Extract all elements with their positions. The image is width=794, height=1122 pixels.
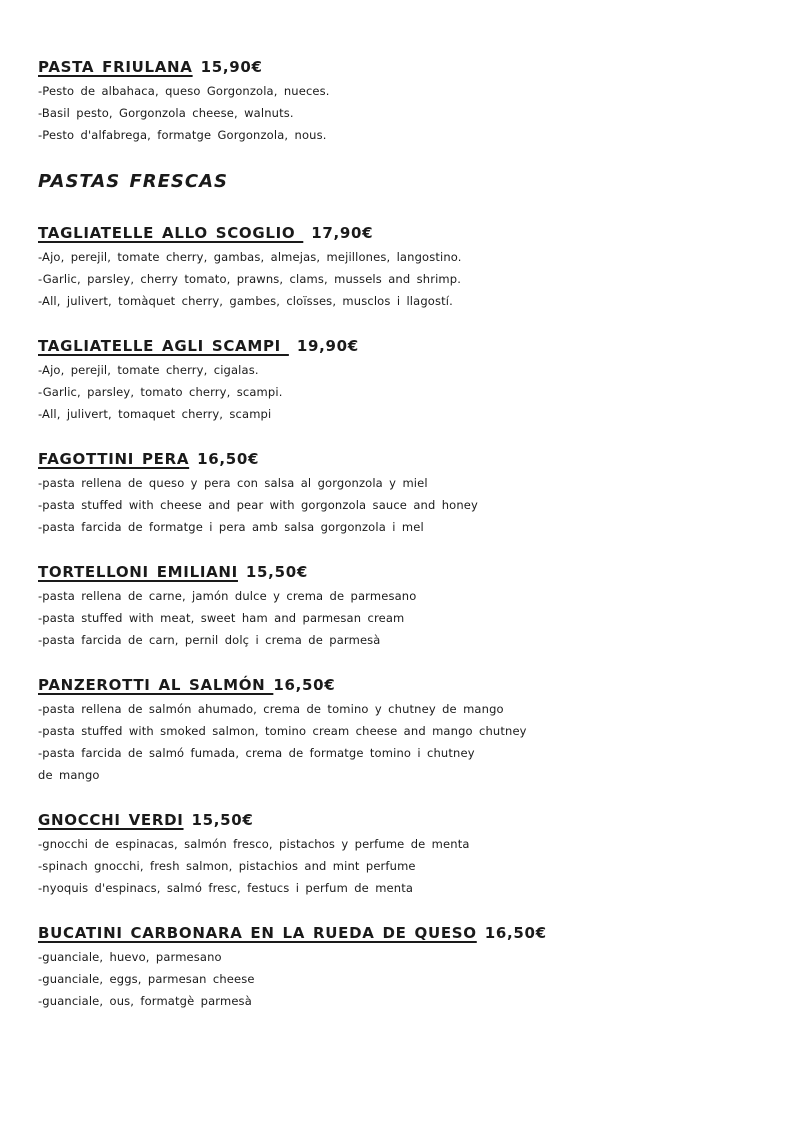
dish-title: [38, 56, 754, 78]
menu-items: [38, 56, 754, 1012]
dish-name-price-gap: [189, 450, 197, 468]
menu-dish: [38, 809, 754, 899]
menu-dish: [38, 922, 754, 1012]
dish-price: 16,50€: [273, 676, 336, 694]
dish-description-line: -pasta rellena de salmón ahumado, crema de tomino y chutney de mango: [38, 702, 504, 716]
dish-price: 16,50€: [484, 924, 547, 942]
menu-dish: [38, 448, 754, 538]
dish-title: [38, 674, 754, 696]
dish-description-line: -spinach gnocchi, fresh salmon, pistachios and mint perfume: [38, 859, 416, 873]
dish-description-line: -All, julivert, tomàquet cherry, gambes, cloïsses, musclos i llagostí.: [38, 294, 453, 308]
dish-description-line: -nyoquis d'espinacs, salmó fresc, festucs i perfum de menta: [38, 881, 414, 895]
dish-name-price-gap: [238, 563, 246, 581]
dish-description-line: -Basil pesto, Gorgonzola cheese, walnuts.: [38, 106, 294, 120]
dish-description-line: -Ajo, perejil, tomate cherry, gambas, almejas, mejillones, langostino.: [38, 250, 462, 264]
menu-dish: [38, 222, 754, 312]
dish-description-line: -Pesto de albahaca, queso Gorgonzola, nueces.: [38, 84, 330, 98]
dish-description-line: -pasta rellena de queso y pera con salsa al gorgonzola y miel: [38, 476, 428, 490]
dish-title: [38, 448, 754, 470]
dish-description-line: -Garlic, parsley, tomato cherry, scampi.: [38, 385, 283, 399]
dish-price: 16,50€: [197, 450, 260, 468]
menu-dish: [38, 56, 754, 146]
dish-description-line: -pasta farcida de formatge i pera amb salsa gorgonzola i mel: [38, 520, 424, 534]
dish-description-line: -guanciale, ous, formatgè parmesà: [38, 994, 252, 1008]
dish-title: [38, 809, 754, 831]
dish-description-line: -pasta farcida de carn, pernil dolç i crema de parmesà: [38, 633, 381, 647]
dish-name-price-gap: [193, 58, 201, 76]
dish-title: [38, 561, 754, 583]
dish-name: TAGLIATELLE ALLO SCOGLIO: [38, 224, 304, 242]
dish-name-price-gap: [289, 337, 297, 355]
menu-section-heading: PASTAS FRESCAS: [38, 171, 228, 192]
dish-name: GNOCCHI VERDI: [38, 811, 184, 829]
dish-name: PANZEROTTI AL SALMÓN: [38, 676, 274, 694]
dish-title: [38, 335, 754, 357]
dish-price: 15,50€: [245, 563, 308, 581]
dish-name-price-gap: [477, 924, 485, 942]
dish-price: 15,90€: [200, 58, 263, 76]
dish-description-line: -guanciale, eggs, parmesan cheese: [38, 972, 255, 986]
dish-name: TAGLIATELLE AGLI SCAMPI: [38, 337, 289, 355]
dish-name: TORTELLONI EMILIANI: [38, 563, 238, 581]
dish-price: 17,90€: [311, 224, 374, 242]
dish-description-line: -gnocchi de espinacas, salmón fresco, pistachos y perfume de menta: [38, 837, 470, 851]
dish-description-line: -pasta rellena de carne, jamón dulce y crema de parmesano: [38, 589, 417, 603]
dish-description-line: -pasta stuffed with meat, sweet ham and parmesan cream: [38, 611, 405, 625]
dish-price: 19,90€: [296, 337, 359, 355]
dish-description-line: -All, julivert, tomaquet cherry, scampi: [38, 407, 272, 421]
dish-description-line: -pasta stuffed with cheese and pear with gorgonzola sauce and honey: [38, 498, 478, 512]
dish-name: PASTA FRIULANA: [38, 58, 193, 76]
dish-description-line: -Garlic, parsley, cherry tomato, prawns, clams, mussels and shrimp.: [38, 272, 462, 286]
dish-title: [38, 222, 754, 244]
menu-dish: [38, 335, 754, 425]
dish-description-line: -Pesto d'alfabrega, formatge Gorgonzola, nous.: [38, 128, 327, 142]
menu-dish: [38, 561, 754, 651]
dish-description-line: -guanciale, huevo, parmesano: [38, 950, 222, 964]
dish-name: FAGOTTINI PERA: [38, 450, 190, 468]
dish-description-line: -Ajo, perejil, tomate cherry, cigalas.: [38, 363, 259, 377]
dish-title: [38, 922, 754, 944]
dish-description-line: -pasta stuffed with smoked salmon, tomino cream cheese and mango chutney: [38, 724, 527, 738]
dish-price: 15,50€: [191, 811, 254, 829]
dish-description-line: -pasta farcida de salmó fumada, crema de formatge tomino i chutney: [38, 746, 475, 760]
dish-description-line: de mango: [38, 768, 100, 782]
dish-name: BUCATINI CARBONARA EN LA RUEDA DE QUESO: [38, 924, 477, 942]
menu-dish: [38, 674, 754, 786]
